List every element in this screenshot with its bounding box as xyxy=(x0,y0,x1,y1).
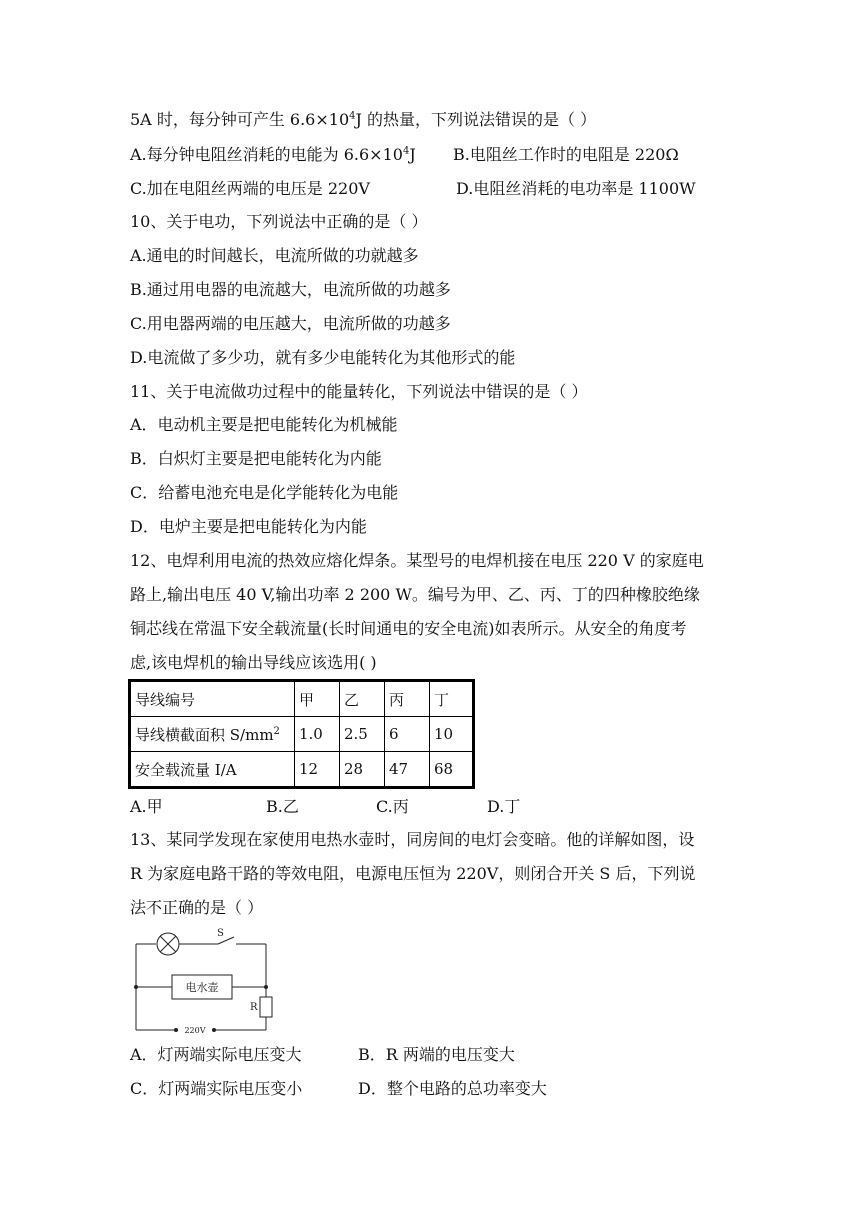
junction-dot xyxy=(134,985,138,989)
source-label: 220V xyxy=(184,1026,206,1034)
wire-spec-table xyxy=(128,679,475,789)
q12-stem-line-1: 12、电焊利用电流的热效应熔化焊条。某型号的电焊机接在电压 220 V 的家庭电 xyxy=(130,551,704,570)
q13-option-b: B．R 两端的电压变大 xyxy=(358,1045,515,1064)
q11-stem: 11、关于电流做功过程中的能量转化，下列说法中错误的是（ ） xyxy=(130,382,588,401)
table-cell: 导线横截面积 $S/mm^2$ xyxy=(130,717,295,752)
q10-option-a: A.通电的时间越长，电流所做的功就越多 xyxy=(130,246,419,265)
q13-stem-line-2: R 为家庭电路干路的等效电阻，电源电压恒为 220V，则闭合开关 S 后，下列说 xyxy=(130,864,696,883)
q9-stem: 5A 时，每分钟可产生 $6.6\times 10^4J$ 的热量，下列说法错误的是（ ） xyxy=(130,110,597,129)
table-cell: 1.0 xyxy=(295,717,340,752)
terminal-dot xyxy=(212,1028,216,1032)
q13-option-c: C．灯两端实际电压变小 xyxy=(130,1079,303,1098)
table-cell: 丙 xyxy=(385,681,430,717)
q12-stem-line-4: 虑,该电焊机的输出导线应该选用( ) xyxy=(130,653,377,672)
table-cell: 28 xyxy=(340,752,385,788)
q11-option-d: D．电炉主要是把电能转化为内能 xyxy=(130,517,367,536)
q13-stem-line-3: 法不正确的是（ ） xyxy=(130,898,264,917)
q13-option-a: A．灯两端实际电压变大 xyxy=(130,1045,302,1064)
table-cell: 2.5 xyxy=(340,717,385,752)
q10-stem: 10、关于电功，下列说法中正确的是（ ） xyxy=(130,212,428,231)
q9-option-d: D.电阻丝消耗的电功率是 1100W xyxy=(456,179,696,198)
q10-option-c: C.用电器两端的电压越大，电流所做的功越多 xyxy=(130,314,451,333)
q13-option-d: D．整个电路的总功率变大 xyxy=(358,1079,547,1098)
table-cell: 12 xyxy=(295,752,340,788)
table-cell: 安全载流量 I/A xyxy=(130,752,295,788)
table-cell: 甲 xyxy=(295,681,340,717)
table-cell: 丁 xyxy=(430,681,474,717)
junction-dot xyxy=(264,985,268,989)
q12-stem-line-2: 路上,输出电压 40 V,输出功率 2 200 W。编号为甲、乙、丙、丁的四种橡胶绝缘 xyxy=(130,585,700,604)
table-cell: 10 xyxy=(430,717,474,752)
q9-option-b: B.电阻丝工作时的电阻是 220Ω xyxy=(453,145,679,164)
table-cell: 68 xyxy=(430,752,474,788)
table-row xyxy=(130,752,474,788)
switch-label: S xyxy=(217,928,224,939)
q12-option-b: B.乙 xyxy=(266,797,299,816)
q11-option-c: C．给蓄电池充电是化学能转化为电能 xyxy=(130,483,399,502)
terminal-dot xyxy=(174,1028,178,1032)
q10-option-d: D.电流做了多少功，就有多少电能转化为其他形式的能 xyxy=(130,348,516,367)
resistor-label: R xyxy=(250,1002,258,1013)
q12-option-d: D.丁 xyxy=(487,797,521,816)
q12-stem-line-3: 铜芯线在常温下安全载流量(长时间通电的安全电流)如表所示。从安全的角度考 xyxy=(130,619,687,638)
q12-option-a: A.甲 xyxy=(130,797,163,816)
kettle-label: 电水壶 xyxy=(185,981,219,994)
resistor-icon xyxy=(260,997,272,1017)
circuit-diagram xyxy=(126,924,276,1034)
q9-option-a: A.每分钟电阻丝消耗的电能为 $6.6\times 10^4J$ xyxy=(130,145,416,164)
q10-option-b: B.通过用电器的电流越大，电流所做的功越多 xyxy=(130,280,451,299)
q11-option-a: A．电动机主要是把电能转化为机械能 xyxy=(130,415,398,434)
table-cell: 乙 xyxy=(340,681,385,717)
table-row xyxy=(130,681,474,717)
table-cell: 6 xyxy=(385,717,430,752)
table-cell: 47 xyxy=(385,752,430,788)
q12-option-c: C.丙 xyxy=(376,797,409,816)
q13-stem-line-1: 13、某同学发现在家使用电热水壶时，同房间的电灯会变暗。他的详解如图，设 xyxy=(130,830,695,849)
q9-option-c: C.加在电阻丝两端的电压是 220V xyxy=(130,179,370,198)
table-row xyxy=(130,717,474,752)
table-cell: 导线编号 xyxy=(130,681,295,717)
q11-option-b: B．白炽灯主要是把电能转化为内能 xyxy=(130,449,382,468)
